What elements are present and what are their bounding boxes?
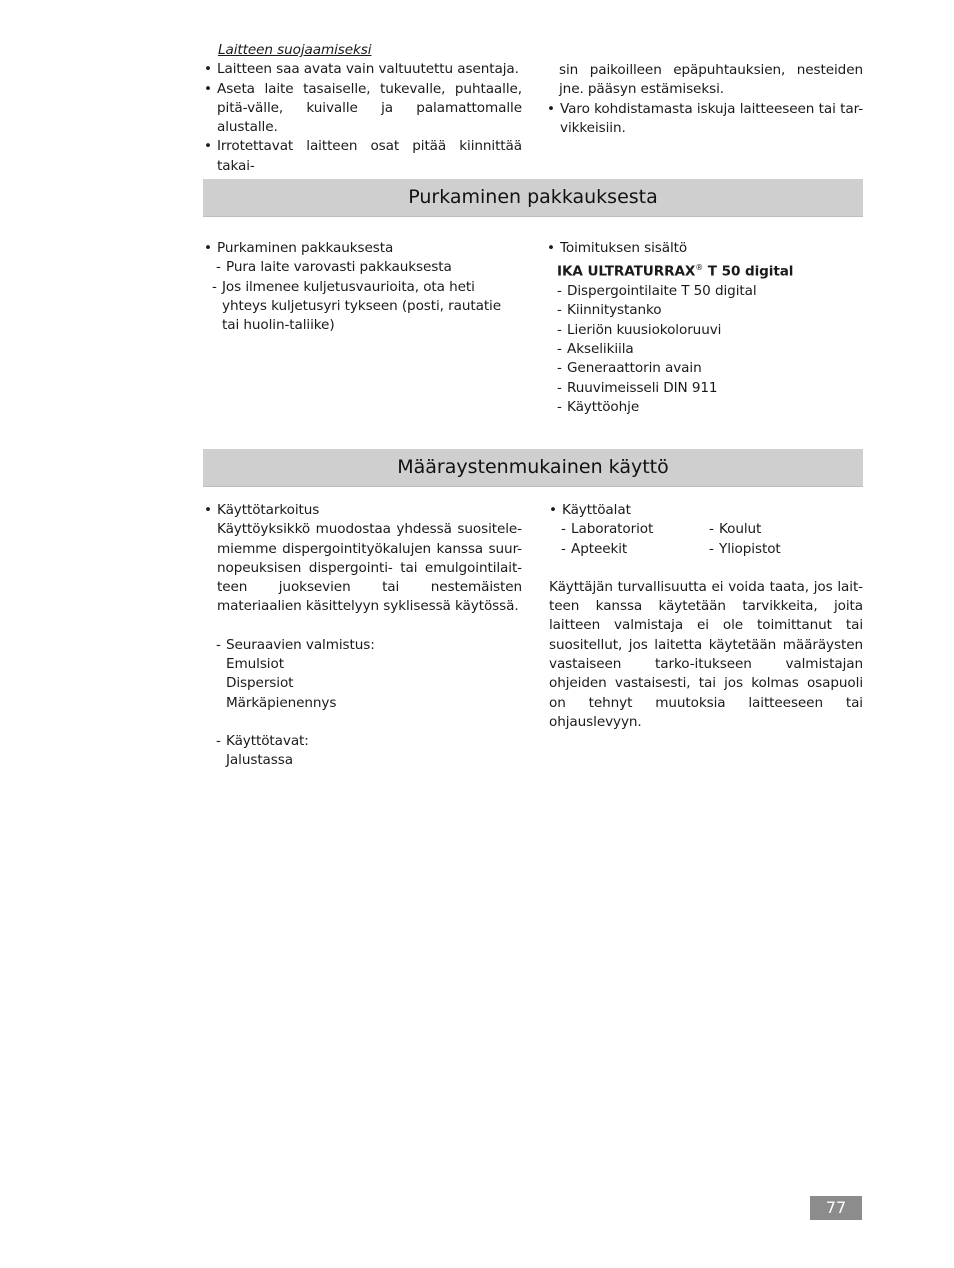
list-item: Märkäpienennys	[226, 694, 337, 711]
list-item: - Käyttöohje	[557, 398, 640, 415]
purpose-paragraph: Käyttöyksikkö muodostaa yhdessä suositele-miemme dispergointityökalujen kanssa suur-nopeuksisen dispergointi- tai emulgointilait-teen juoksevien tai nestemäisten materiaalien käsittelyyn syklisessä käytössä.	[217, 521, 522, 615]
usage-head: Käyttötavat:	[226, 732, 309, 749]
production-head: Seuraavien valmistus:	[226, 636, 375, 653]
list-item: • Aseta laite tasaiselle, tukevalle, puhtaalle, pitä-välle, kuivalle ja palamattomalle alustalle.	[204, 80, 522, 136]
continued-text: sin paikoilleen epäpuhtauksien, nesteiden jne. pääsyn estämiseksi.	[559, 62, 863, 98]
unpacking-left: • Purkaminen pakkauksesta - Pura laite varovasti pakkauksesta - Jos ilmenee kuljetusvaurioita, ota heti yhteys kuljetusyri tykseen (posti, rautatie tai huolin-taliike)	[204, 239, 522, 335]
list-item: • Irrotettavat laitteen osat pitää kiinnittää takai-	[204, 138, 522, 174]
product-name: IKA ULTRATURRAX® T 50 digital	[557, 263, 794, 280]
list-item: • Laitteen saa avata vain valtuutettu asentaja.	[204, 61, 519, 78]
list-item: - Akselikiila	[557, 341, 634, 358]
list-item: - Dispergointilaite T 50 digital	[557, 283, 757, 300]
list-item: - Apteekit	[561, 540, 628, 557]
list-item: - Jos ilmenee kuljetusvaurioita, ota heti yhteys kuljetusyri tykseen (posti, rautatie tai huolin-taliike)	[212, 278, 501, 334]
list-item: - Yliopistot	[709, 540, 781, 557]
areas-head: Käyttöalat	[562, 502, 631, 518]
unpacking-head: Purkaminen pakkauksesta	[217, 240, 394, 256]
purpose-head: Käyttötarkoitus	[217, 502, 320, 518]
list-item: Emulsiot	[226, 656, 284, 673]
list-item: - Laboratoriot	[561, 521, 654, 538]
list-item: - Kiinnitystanko	[557, 302, 662, 319]
list-item: - Pura laite varovasti pakkauksesta	[216, 259, 452, 276]
safety-paragraph: Käyttäjän turvallisuutta ei voida taata, jos lait-teen kanssa käytetään tarvikkeita, joita laitteen valmistaja ei ole toimittanut tai suositellut, jos laitetta käytetään määräysten vastaiseen tarko-itukseen valmistajan ohjeiden vastaisesti, tai jos kolmas osapuoli on tehnyt muutoksia laitteeseen tai ohjauslevyyn.	[549, 578, 863, 730]
section-title-unpacking: Purkaminen pakkauksesta	[203, 179, 863, 217]
list-item: - Lieriön kuusiokoloruuvi	[557, 321, 722, 338]
delivery-contents: • Toimituksen sisältö IKA ULTRATURRAX® T 50 digital - Dispergointilaite T 50 digital - Kiinnitystanko - Lieriön kuusiokoloruuvi - Akselikiila - Generaattorin avain - Ruuvimeisseli DIN 911 - Käyttöohje	[547, 239, 863, 417]
protection-heading: Laitteen suojaamiseksi	[218, 42, 372, 58]
purpose-block: • Käyttötarkoitus Käyttöyksikkö muodostaa yhdessä suositele-miemme dispergointityökalujen kanssa suur-nopeuksisen dispergointi- tai emulgointilait-teen juoksevien tai nestemäisten materiaalien käsittelyyn syklisessä käytössä. - Seuraavien valmistus: Emulsiot Dispersiot Märkäpienennys - Käyttötavat: Jalustassa	[204, 501, 522, 771]
list-item: Dispersiot	[226, 675, 294, 692]
application-areas: • Käyttöalat - Laboratoriot - Koulut - Apteekit - Yliopistot Käyttäjän turvallisuutta ei voida taata, jos lait-teen kanssa käytetään tarvikkeita, joita laitteen valmistaja ei ole toimittanut tai suositellut, jos laitetta käytetään määräysten vastaiseen tarko-itukseen valmistajan ohjeiden vastaisesti, tai jos kolmas osapuoli on tehnyt muutoksia laitteeseen tai ohjauslevyyn.	[549, 501, 863, 732]
page-number: 77	[810, 1196, 862, 1220]
list-item: - Koulut	[709, 521, 762, 538]
protection-block-right	[547, 61, 863, 138]
list-item: - Generaattorin avain	[557, 360, 702, 377]
delivery-head: Toimituksen sisältö	[560, 240, 688, 256]
protection-block-left	[204, 41, 522, 176]
list-item: - Ruuvimeisseli DIN 911	[557, 379, 718, 396]
list-item: Jalustassa	[226, 752, 293, 769]
list-item: • Varo kohdistamasta iskuja laitteeseen tai tar-vikkeisiin.	[547, 100, 863, 136]
section-title-intended-use: Määraystenmukainen käyttö	[203, 449, 863, 487]
